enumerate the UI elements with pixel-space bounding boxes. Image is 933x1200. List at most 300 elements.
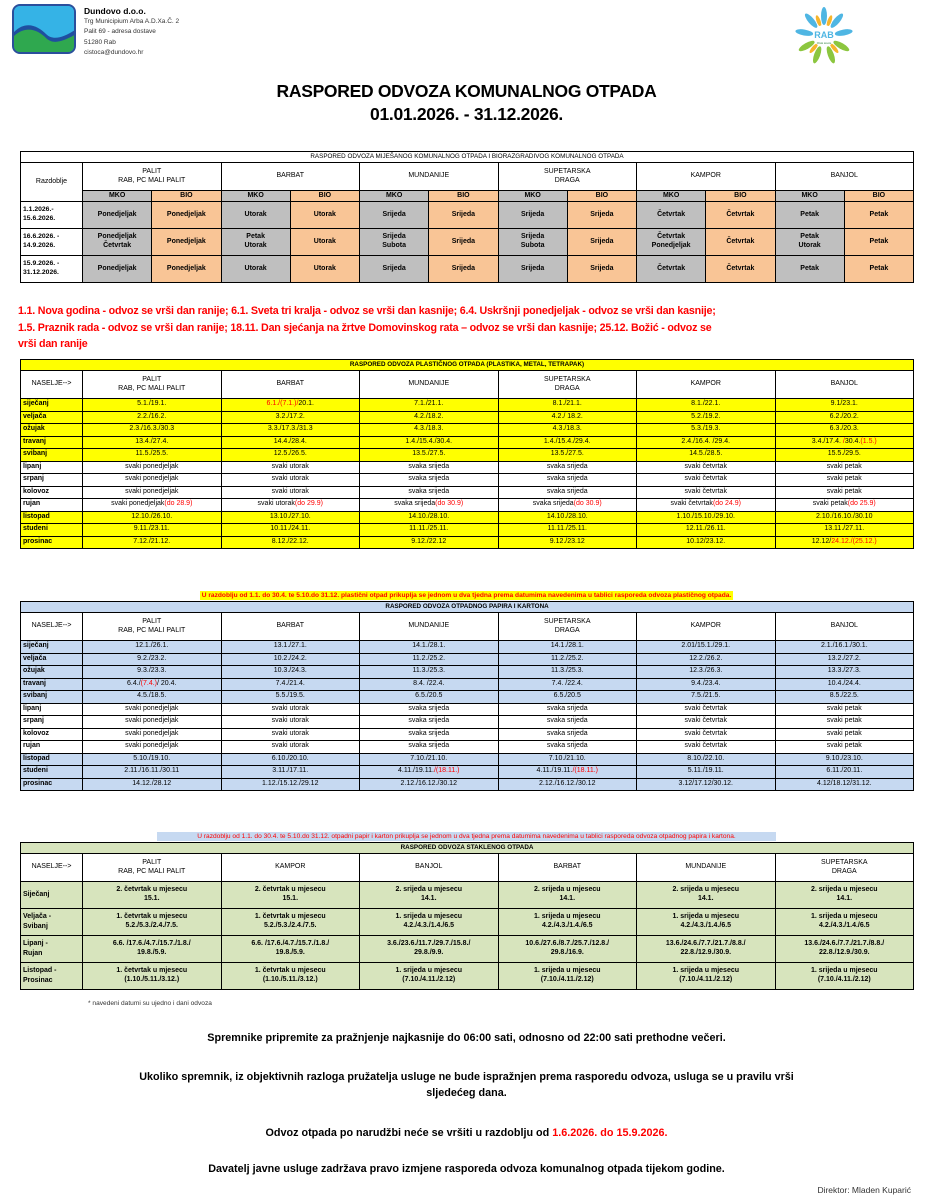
month-cell: prosinac bbox=[21, 536, 83, 549]
cell-text-line: BANJOL bbox=[830, 622, 858, 630]
cell-text: svaki četvrtak bbox=[684, 717, 727, 725]
cell-text-line: Ponedjeljak bbox=[97, 264, 137, 272]
cell-text-line: 1. srijeda u mjesecu bbox=[811, 967, 878, 975]
date-cell bbox=[360, 728, 499, 741]
paper-schedule-table bbox=[20, 601, 914, 791]
cell-text-line: 15.1. bbox=[143, 895, 160, 902]
date-cell bbox=[83, 511, 222, 524]
cell-text: 7.4./21.4. bbox=[275, 679, 305, 687]
cell-text: 10.12/23.12. bbox=[686, 537, 726, 545]
cell-text-line: (7.10./4.11./2.12) bbox=[540, 976, 594, 983]
cell-text: 11.11./25.11. bbox=[547, 525, 587, 533]
cell-text: 8.1./22.1. bbox=[691, 400, 721, 408]
cell-text: 7.12./21.12. bbox=[133, 537, 171, 545]
mko-cell bbox=[637, 202, 706, 229]
date-cell bbox=[221, 524, 360, 537]
period-cell bbox=[21, 229, 83, 256]
date-cell bbox=[775, 399, 914, 412]
cell-text: 13.11./27.11. bbox=[824, 525, 865, 533]
table-row bbox=[21, 703, 914, 716]
date-cell bbox=[498, 766, 637, 779]
cell-text-line: Subota bbox=[520, 242, 545, 249]
bio-header: BIO bbox=[152, 191, 221, 202]
cell-text-line: MUNDANIJE bbox=[408, 172, 450, 180]
date-cell bbox=[498, 666, 637, 679]
month-cell: srpanj bbox=[21, 474, 83, 487]
area-header bbox=[221, 163, 360, 191]
cell-text: 14.12./28.12 bbox=[132, 779, 172, 787]
plastic-note bbox=[0, 584, 933, 602]
cell-text: svaki petak bbox=[826, 487, 862, 495]
date-cell bbox=[221, 511, 360, 524]
date-cell bbox=[498, 909, 637, 936]
date-cell bbox=[221, 536, 360, 549]
area-header-row bbox=[21, 163, 914, 191]
missed-collection-line-2: sljedećeg dana. bbox=[426, 1087, 507, 1099]
cell-text: 4.11./19.11. bbox=[536, 767, 573, 775]
date-cell bbox=[83, 536, 222, 549]
date-cell bbox=[221, 449, 360, 462]
cell-text: 4.12/18.12/31.12. bbox=[817, 779, 872, 787]
date-cell bbox=[637, 936, 776, 963]
area-header bbox=[83, 854, 222, 882]
cell-text-line: 3.6./23.6./11.7./29.7./15.8./ bbox=[387, 940, 471, 948]
month-cell: ožujak bbox=[21, 666, 83, 679]
table-caption: RASPORED ODVOZA OTPADNOG PAPIRA I KARTONA bbox=[21, 602, 914, 613]
date-cell bbox=[360, 666, 499, 679]
glass-footnote: * navedeni datumi su ujedno i dani odvoza bbox=[88, 1000, 212, 1007]
cell-text-line: Rujan bbox=[23, 950, 43, 957]
month-cell bbox=[21, 936, 83, 963]
date-cell bbox=[221, 703, 360, 716]
mko-cell bbox=[498, 256, 567, 283]
mko-cell bbox=[221, 256, 290, 283]
date-cell bbox=[637, 536, 776, 549]
bio-cell bbox=[706, 256, 775, 283]
month-cell: lipanj bbox=[21, 461, 83, 474]
cell-text: 12.12/ bbox=[811, 537, 832, 545]
date-cell bbox=[498, 703, 637, 716]
cell-text: 9.12./23.12 bbox=[549, 537, 585, 545]
cell-text: 2.10./16.10./30.10 bbox=[816, 512, 873, 520]
month-cell: srpanj bbox=[21, 716, 83, 729]
cell-text: svaka srijeda bbox=[546, 487, 588, 495]
date-cell bbox=[360, 678, 499, 691]
cell-text-line: 2. četvrtak u mjesecu bbox=[254, 886, 326, 894]
mko-header: MKO bbox=[360, 191, 429, 202]
area-header bbox=[498, 613, 637, 641]
cell-text: 2.2./16.2. bbox=[137, 412, 167, 420]
cell-text: svaki utorak bbox=[271, 487, 309, 495]
area-header bbox=[775, 854, 914, 882]
date-cell bbox=[775, 778, 914, 791]
company-name: Dundovo d.o.o. bbox=[84, 6, 146, 16]
cell-text-line: KAMPOR bbox=[690, 172, 721, 180]
table-row bbox=[21, 641, 914, 654]
mko-cell bbox=[637, 229, 706, 256]
date-cell bbox=[83, 778, 222, 791]
cell-text: 14.10./28.10. bbox=[546, 512, 588, 520]
date-cell bbox=[221, 909, 360, 936]
date-cell bbox=[221, 882, 360, 909]
company-info bbox=[84, 6, 179, 59]
cell-text: 14.1./28.1. bbox=[412, 642, 446, 650]
cell-text: svaka srijeda bbox=[546, 704, 588, 712]
mko-cell bbox=[498, 229, 567, 256]
cell-text-line: 5.2./5.3./2.4./7.5. bbox=[263, 922, 317, 929]
date-cell bbox=[775, 653, 914, 666]
date-cell bbox=[221, 436, 360, 449]
date-cell bbox=[637, 641, 776, 654]
cell-text: svaki utorak bbox=[271, 742, 309, 750]
cell-text-line: BARBAT bbox=[553, 863, 581, 871]
cell-text: 9.4./23.4. bbox=[691, 679, 721, 687]
cell-text-line: PALIT bbox=[142, 375, 162, 383]
table-row bbox=[21, 536, 914, 549]
cell-text-line: 14.1. bbox=[559, 895, 576, 902]
table-row bbox=[21, 202, 914, 229]
date-cell bbox=[360, 778, 499, 791]
cell-text: svaka srijeda bbox=[532, 500, 574, 508]
cell-text: 14.5./28.5. bbox=[689, 450, 723, 458]
table-row bbox=[21, 882, 914, 909]
month-cell: travanj bbox=[21, 678, 83, 691]
title-line-1: RASPORED ODVOZA KOMUNALNOG OTPADA bbox=[276, 81, 657, 101]
cell-text: 15.5./29.5. bbox=[827, 450, 861, 458]
date-cell bbox=[221, 963, 360, 990]
cell-text: 4.2./18.2. bbox=[414, 412, 444, 420]
date-cell bbox=[498, 486, 637, 499]
date-cell bbox=[360, 536, 499, 549]
cell-text-line: Listopad - bbox=[23, 967, 57, 974]
date-cell bbox=[360, 882, 499, 909]
date-cell bbox=[637, 741, 776, 754]
date-cell bbox=[221, 461, 360, 474]
area-header bbox=[360, 613, 499, 641]
cell-text-red: (do 28.9) bbox=[164, 500, 193, 508]
cell-text-line: 15.1. bbox=[282, 895, 299, 902]
cell-text: 9.3./23.3. bbox=[137, 667, 167, 675]
date-cell bbox=[221, 728, 360, 741]
bio-cell bbox=[152, 229, 221, 256]
cell-text: 9.11./23.11. bbox=[133, 525, 170, 533]
bio-header: BIO bbox=[429, 191, 498, 202]
cell-text: 8.4. /22.4. bbox=[413, 679, 445, 687]
cell-text-red: (do 30.9) bbox=[435, 500, 464, 508]
table-caption: RASPORED ODVOZA MIJEŠANOG KOMUNALNOG OTPADA I BIORAZGRADIVOG KOMUNALNOG OTPADA bbox=[21, 152, 914, 163]
date-cell bbox=[221, 486, 360, 499]
date-cell bbox=[637, 486, 776, 499]
area-header bbox=[360, 371, 499, 399]
date-cell bbox=[83, 461, 222, 474]
cell-text: svaki četvrtak bbox=[684, 704, 727, 712]
date-cell bbox=[83, 399, 222, 412]
cell-text-line: Četvrtak bbox=[657, 233, 686, 241]
bio-cell bbox=[844, 256, 913, 283]
mko-cell bbox=[83, 256, 152, 283]
cell-text-line: 22.8./12.9./30.9. bbox=[818, 949, 870, 956]
date-cell bbox=[83, 691, 222, 704]
month-cell: svibanj bbox=[21, 449, 83, 462]
date-cell bbox=[637, 678, 776, 691]
cell-text: 13.4./27.4. bbox=[135, 437, 169, 445]
bio-cell bbox=[152, 256, 221, 283]
date-cell bbox=[637, 963, 776, 990]
cell-text: 2.4./16.4. /29.4. bbox=[681, 437, 731, 445]
area-header bbox=[498, 854, 637, 882]
dundovo-logo bbox=[12, 4, 76, 54]
cell-text-line: 22.8./12.9./30.9. bbox=[680, 949, 732, 956]
bio-cell bbox=[844, 229, 913, 256]
date-cell bbox=[498, 524, 637, 537]
month-cell: lipanj bbox=[21, 703, 83, 716]
date-cell bbox=[498, 499, 637, 512]
table-row bbox=[21, 256, 914, 283]
month-cell: rujan bbox=[21, 741, 83, 754]
cell-text-line: Petak bbox=[800, 210, 819, 218]
date-cell bbox=[775, 741, 914, 754]
settlement-header: NASELJE--> bbox=[21, 854, 83, 882]
date-cell bbox=[775, 511, 914, 524]
date-cell bbox=[83, 641, 222, 654]
cell-text: 5.10./19.10. bbox=[133, 754, 171, 762]
bio-header: BIO bbox=[706, 191, 775, 202]
bio-header: BIO bbox=[844, 191, 913, 202]
month-cell bbox=[21, 963, 83, 990]
month-cell bbox=[21, 882, 83, 909]
cell-text: svaka srijeda bbox=[408, 742, 450, 750]
cell-text: 1.4./15.4./30.4. bbox=[405, 437, 453, 445]
date-cell bbox=[637, 909, 776, 936]
date-cell bbox=[221, 753, 360, 766]
cell-text: 13.1./27.1. bbox=[273, 642, 307, 650]
plastic-schedule-table bbox=[20, 359, 914, 549]
cell-text: 7.1./21.1. bbox=[414, 400, 444, 408]
area-header bbox=[498, 163, 637, 191]
month-cell: veljača bbox=[21, 653, 83, 666]
period-header: Razdoblje bbox=[21, 163, 83, 202]
date-cell bbox=[637, 499, 776, 512]
company-email: cistoca@dundovo.hr bbox=[84, 49, 144, 56]
table-row bbox=[21, 741, 914, 754]
date-cell bbox=[775, 766, 914, 779]
cell-text: 7.5./21.5. bbox=[691, 692, 721, 700]
cell-text-line: KAMPOR bbox=[275, 863, 306, 871]
cell-text: 11.3./25.3. bbox=[550, 667, 584, 675]
holiday-line-2: 1.5. Praznik rada - odvoz se vrši dan ranije; 18.11. Dan sjećanja na žrtve Domovinskog rata – odvoz se vrši dan kasnije; 25.12. Božić - odvoz se bbox=[18, 321, 712, 334]
cell-text-line: Srijeda bbox=[382, 233, 406, 241]
cell-text-line: (1.10./5.11./3.12.) bbox=[262, 976, 318, 983]
cell-text-line: Prosinac bbox=[23, 977, 53, 984]
cell-text-line: Petak bbox=[869, 264, 889, 272]
cell-text: 7.10./21.10. bbox=[410, 754, 448, 762]
table-row bbox=[21, 474, 914, 487]
date-cell bbox=[498, 424, 637, 437]
month-cell: siječanj bbox=[21, 399, 83, 412]
cell-text-line: Petak bbox=[869, 210, 889, 218]
date-cell bbox=[83, 486, 222, 499]
cell-text-line: Ponedjeljak bbox=[97, 210, 137, 218]
cell-text-line: SUPETARSKA bbox=[821, 858, 868, 866]
table-row bbox=[21, 229, 914, 256]
cell-text: svaki petak bbox=[826, 475, 862, 483]
cell-text-line: PALIT bbox=[142, 858, 162, 866]
cell-text: 13.2./27.2. bbox=[827, 654, 861, 662]
cell-text-line: 1. četvrtak u mjesecu bbox=[254, 913, 326, 921]
cell-text-line: 4.2./4.3./1.4./6.5 bbox=[818, 922, 870, 929]
area-header bbox=[637, 371, 776, 399]
period-cell bbox=[21, 256, 83, 283]
month-cell: siječanj bbox=[21, 641, 83, 654]
cell-text: svaki četvrtak bbox=[684, 742, 727, 750]
date-cell bbox=[221, 678, 360, 691]
cell-text-line: RAB, PC MALI PALIT bbox=[118, 384, 186, 392]
date-cell bbox=[360, 486, 499, 499]
cell-text: 10.11./24.11. bbox=[270, 525, 311, 533]
cell-text-line: 31.12.2026. bbox=[23, 269, 59, 276]
bio-cell bbox=[429, 202, 498, 229]
on-demand-notice bbox=[0, 1125, 933, 1141]
cell-text-line: 4.2./4.3./1.4./6.5 bbox=[541, 922, 593, 929]
date-cell bbox=[775, 411, 914, 424]
cell-text: 12.11./26.11. bbox=[685, 525, 726, 533]
cell-text-line: Siječanj bbox=[23, 891, 50, 898]
date-cell bbox=[498, 728, 637, 741]
cell-text-line: Utorak bbox=[313, 237, 336, 245]
table-row bbox=[21, 436, 914, 449]
cell-text: 10.2./24.2. bbox=[273, 654, 307, 662]
area-header bbox=[360, 854, 499, 882]
month-cell: kolovoz bbox=[21, 486, 83, 499]
cell-text-red: /(18.11.) bbox=[572, 767, 598, 775]
cell-text: 5.3./19.3. bbox=[691, 425, 721, 433]
cell-text: svaka srijeda bbox=[408, 704, 450, 712]
cell-text: 8.1./21.1. bbox=[552, 400, 582, 408]
cell-text-line: Lipanj - bbox=[23, 940, 48, 947]
area-header bbox=[498, 371, 637, 399]
date-cell bbox=[360, 524, 499, 537]
cell-text-line: (7.10./4.11./2.12) bbox=[679, 976, 733, 983]
cell-text-line: Srijeda bbox=[590, 264, 614, 272]
cell-text: 9.12./22.12 bbox=[411, 537, 447, 545]
date-cell bbox=[221, 936, 360, 963]
date-cell bbox=[775, 436, 914, 449]
date-cell bbox=[637, 461, 776, 474]
date-cell bbox=[498, 691, 637, 704]
date-cell bbox=[83, 524, 222, 537]
date-cell bbox=[498, 963, 637, 990]
table-row bbox=[21, 753, 914, 766]
date-cell bbox=[498, 741, 637, 754]
cell-text-line: 5.2./5.3./2.4./7.5. bbox=[125, 922, 179, 929]
cell-text: svaka srijeda bbox=[408, 462, 450, 470]
date-cell bbox=[221, 666, 360, 679]
caption-row bbox=[21, 602, 914, 613]
date-cell bbox=[221, 716, 360, 729]
date-cell bbox=[775, 691, 914, 704]
date-cell bbox=[360, 499, 499, 512]
cell-text: 8.10./22.10. bbox=[687, 754, 725, 762]
cell-text: 11.11./25.11. bbox=[409, 525, 449, 533]
date-cell bbox=[360, 436, 499, 449]
date-cell bbox=[360, 474, 499, 487]
date-cell bbox=[221, 766, 360, 779]
cell-text-red: (7.4.) bbox=[140, 679, 157, 687]
date-cell bbox=[498, 411, 637, 424]
cell-text-line: Petak bbox=[800, 264, 819, 272]
cell-text: 14.10./28.10. bbox=[408, 512, 450, 520]
container-preparation-notice: Spremnike pripremite za pražnjenje najkasnije do 06:00 sati, odnosno od 22:00 sati prethodne večeri. bbox=[207, 1032, 726, 1044]
cell-text-line: Srijeda bbox=[520, 233, 545, 241]
date-cell bbox=[360, 511, 499, 524]
cell-text-line: 14.1. bbox=[836, 895, 853, 902]
cell-text: 14.4./28.4. bbox=[273, 437, 307, 445]
cell-text: 2.12./16.12./30.12 bbox=[539, 779, 596, 787]
type-header-row bbox=[21, 191, 914, 202]
cell-text-line: Petak bbox=[246, 233, 265, 241]
cell-text: 6.5./20.5 bbox=[553, 692, 581, 700]
cell-text: svaki petak bbox=[826, 462, 862, 470]
area-header bbox=[221, 371, 360, 399]
cell-text: svaki četvrtak bbox=[684, 475, 727, 483]
date-cell bbox=[83, 666, 222, 679]
cell-text: svaka srijeda bbox=[408, 717, 450, 725]
table-row bbox=[21, 499, 914, 512]
date-cell bbox=[360, 716, 499, 729]
cell-text: svaki ponedjeljak bbox=[125, 475, 179, 483]
cell-text-line: 1. srijeda u mjesecu bbox=[672, 967, 740, 975]
table-row bbox=[21, 909, 914, 936]
table-caption: RASPORED ODVOZA PLASTIČNOG OTPADA (PLASTIKA, METAL, TETRAPAK) bbox=[21, 360, 914, 371]
area-header bbox=[83, 371, 222, 399]
mko-cell bbox=[221, 202, 290, 229]
month-cell: listopad bbox=[21, 511, 83, 524]
cell-text-line: 14.9.2026. bbox=[23, 242, 56, 249]
cell-text: 5.1./19.1. bbox=[137, 400, 167, 408]
cell-text: svaka srijeda bbox=[546, 742, 588, 750]
date-cell bbox=[498, 653, 637, 666]
bio-cell bbox=[290, 256, 359, 283]
area-header bbox=[775, 613, 914, 641]
cell-text-line: Četvrtak bbox=[657, 210, 686, 218]
cell-text-line: Subota bbox=[382, 242, 406, 249]
date-cell bbox=[221, 641, 360, 654]
holiday-line-3: vrši dan ranije bbox=[18, 338, 88, 350]
cell-text-line: MUNDANIJE bbox=[408, 380, 450, 388]
date-cell bbox=[83, 653, 222, 666]
mko-cell bbox=[775, 229, 844, 256]
bio-cell bbox=[706, 229, 775, 256]
cell-text: 2.3./16.3./30.3 bbox=[129, 425, 175, 433]
cell-text: 7.10./21.10. bbox=[548, 754, 586, 762]
month-cell bbox=[21, 909, 83, 936]
cell-text-line: Četvrtak bbox=[726, 210, 755, 218]
caption-row bbox=[21, 843, 914, 854]
settlement-header: NASELJE--> bbox=[21, 371, 83, 399]
cell-text-line: Četvrtak bbox=[103, 242, 132, 249]
cell-text-line: 15.6.2026. bbox=[23, 215, 56, 222]
cell-text-line: 15.9.2026. - bbox=[23, 260, 60, 268]
mko-header: MKO bbox=[221, 191, 290, 202]
date-cell bbox=[221, 741, 360, 754]
date-cell bbox=[83, 474, 222, 487]
holiday-line-1: 1.1. Nova godina - odvoz se vrši dan ranije; 6.1. Sveta tri kralja - odvoz se vrši dan kasnije; 6.4. Uskršnji ponedjeljak - odvoz se vrši dan kasnije; bbox=[18, 305, 716, 317]
cell-text-red: (do 29.9) bbox=[294, 500, 323, 508]
page-title bbox=[0, 80, 933, 126]
rab-logo-text: RAB bbox=[814, 30, 834, 40]
bio-cell bbox=[290, 202, 359, 229]
cell-text-line: RAB, PC MALI PALIT bbox=[118, 867, 186, 875]
